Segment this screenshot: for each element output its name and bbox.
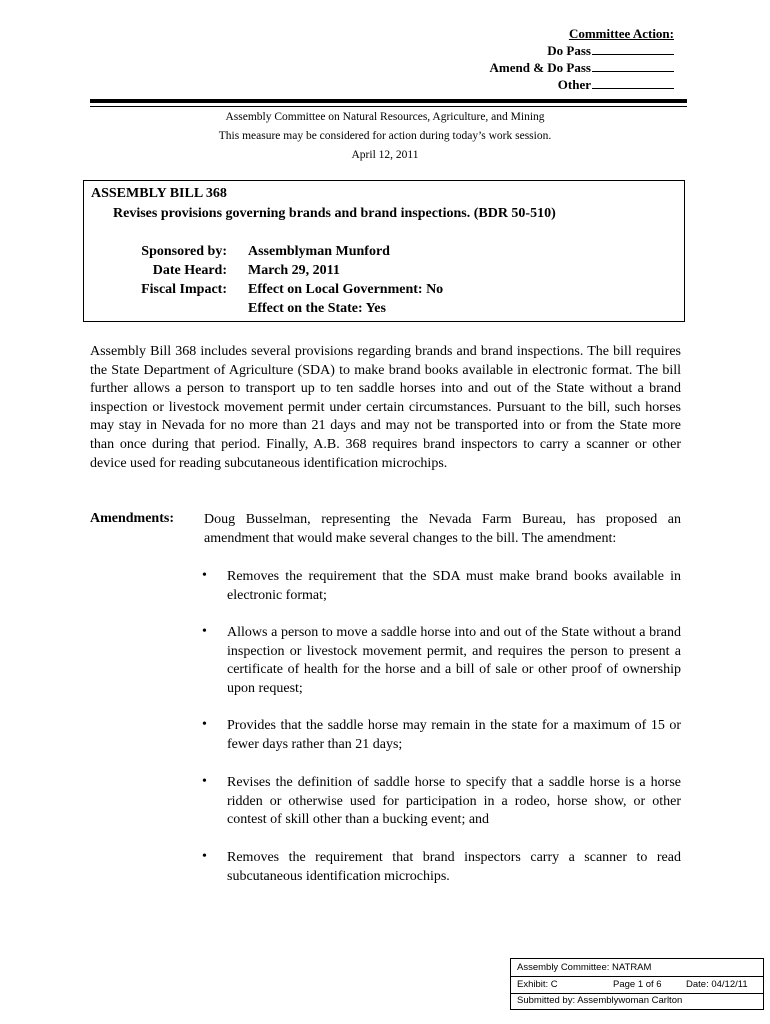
bullet-icon: • (202, 717, 207, 732)
bullet-icon: • (202, 849, 207, 864)
exhibit-stamp (510, 958, 764, 1010)
bullet-icon: • (202, 624, 207, 639)
sponsored-value: Assemblyman Munford (248, 244, 390, 259)
exhibit-page: Page 1 of 6 (613, 979, 662, 990)
exhibit-date: Date: 04/12/11 (686, 979, 748, 990)
date-heard-value: March 29, 2011 (248, 263, 340, 278)
bill-summary-paragraph: Assembly Bill 368 includes several provisions regarding brands and brand inspections. The bill requires the State Department of Agriculture (SDA) to make brand books available in electronic format. The bill further allows a person to transport up to ten saddle horses into and out of the State without a brand inspection or livestock movement permit under certain circumstances. Pursuant to the bill, such horses may stay in Nevada for no more than 21 days and may not be transported into or from the State more than once during that period. Finally, A.B. 368 requires brand inspectors to carry a scanner or other device used for reading subcutaneous identification microchips. (90, 344, 681, 471)
do-pass-row (547, 42, 674, 59)
exhibit-id: Exhibit: C (517, 979, 558, 990)
work-session-notice: This measure may be considered for action during today’s work session. (218, 130, 552, 142)
bill-description: Revises provisions governing brands and brand inspections. (BDR 50-510) (113, 206, 556, 221)
stamp-divider (511, 976, 763, 977)
do-pass-label: Do Pass (547, 43, 591, 58)
amendments-intro: Doug Busselman, representing the Nevada Farm Bureau, has proposed an amendment that would make several changes to the bill. The amendment: (204, 512, 681, 546)
exhibit-committee: Assembly Committee: NATRAM (517, 962, 652, 973)
fiscal-state-value: Effect on the State: Yes (248, 301, 386, 316)
amend-do-pass-label: Amend & Do Pass (489, 60, 591, 75)
amendment-item: Removes the requirement that the SDA must make brand books available in electronic format; (227, 569, 681, 603)
document-header (0, 108, 770, 165)
fiscal-impact-label: Fiscal Impact: (141, 282, 227, 297)
header-rule-thick (90, 99, 687, 103)
sponsored-label: Sponsored by: (141, 244, 227, 259)
amend-do-pass-blank (592, 60, 674, 72)
amendment-item: Revises the definition of saddle horse to specify that a saddle horse is a horse ridden or otherwise used for participation in a rodeo, horse show, or other contest of skill other than a bucking event; and (227, 775, 681, 828)
committee-name: Assembly Committee on Natural Resources, Agriculture, and Mining (225, 111, 545, 123)
other-blank (592, 77, 674, 89)
amendment-item: Removes the requirement that brand inspectors carry a scanner to read subcutaneous identification microchips. (227, 850, 681, 884)
amendments-label: Amendments: (90, 511, 174, 526)
amendment-item: Allows a person to move a saddle horse into and out of the State without a brand inspection or livestock movement permit, and requires the person to present a certificate of health for the horse and a bill of sale or other proof of ownership upon request; (227, 625, 681, 696)
bullet-icon: • (202, 568, 207, 583)
other-label: Other (557, 77, 591, 92)
stamp-divider (511, 993, 763, 994)
exhibit-submitted: Submitted by: Assemblywoman Carlton (517, 995, 683, 1006)
amendment-item: Provides that the saddle horse may remain in the state for a maximum of 15 or fewer days rather than 21 days; (227, 718, 681, 752)
bill-number: ASSEMBLY BILL 368 (91, 186, 227, 201)
fiscal-local-value: Effect on Local Government: No (248, 282, 444, 297)
header-rule-thin (90, 106, 687, 107)
committee-action-title: Committee Action: (568, 26, 674, 41)
date-heard-label: Date Heard: (152, 263, 227, 278)
amend-do-pass-row (490, 59, 674, 76)
session-date: April 12, 2011 (351, 149, 419, 161)
bullet-icon: • (202, 774, 207, 789)
other-row (558, 76, 674, 93)
do-pass-blank (592, 43, 674, 55)
